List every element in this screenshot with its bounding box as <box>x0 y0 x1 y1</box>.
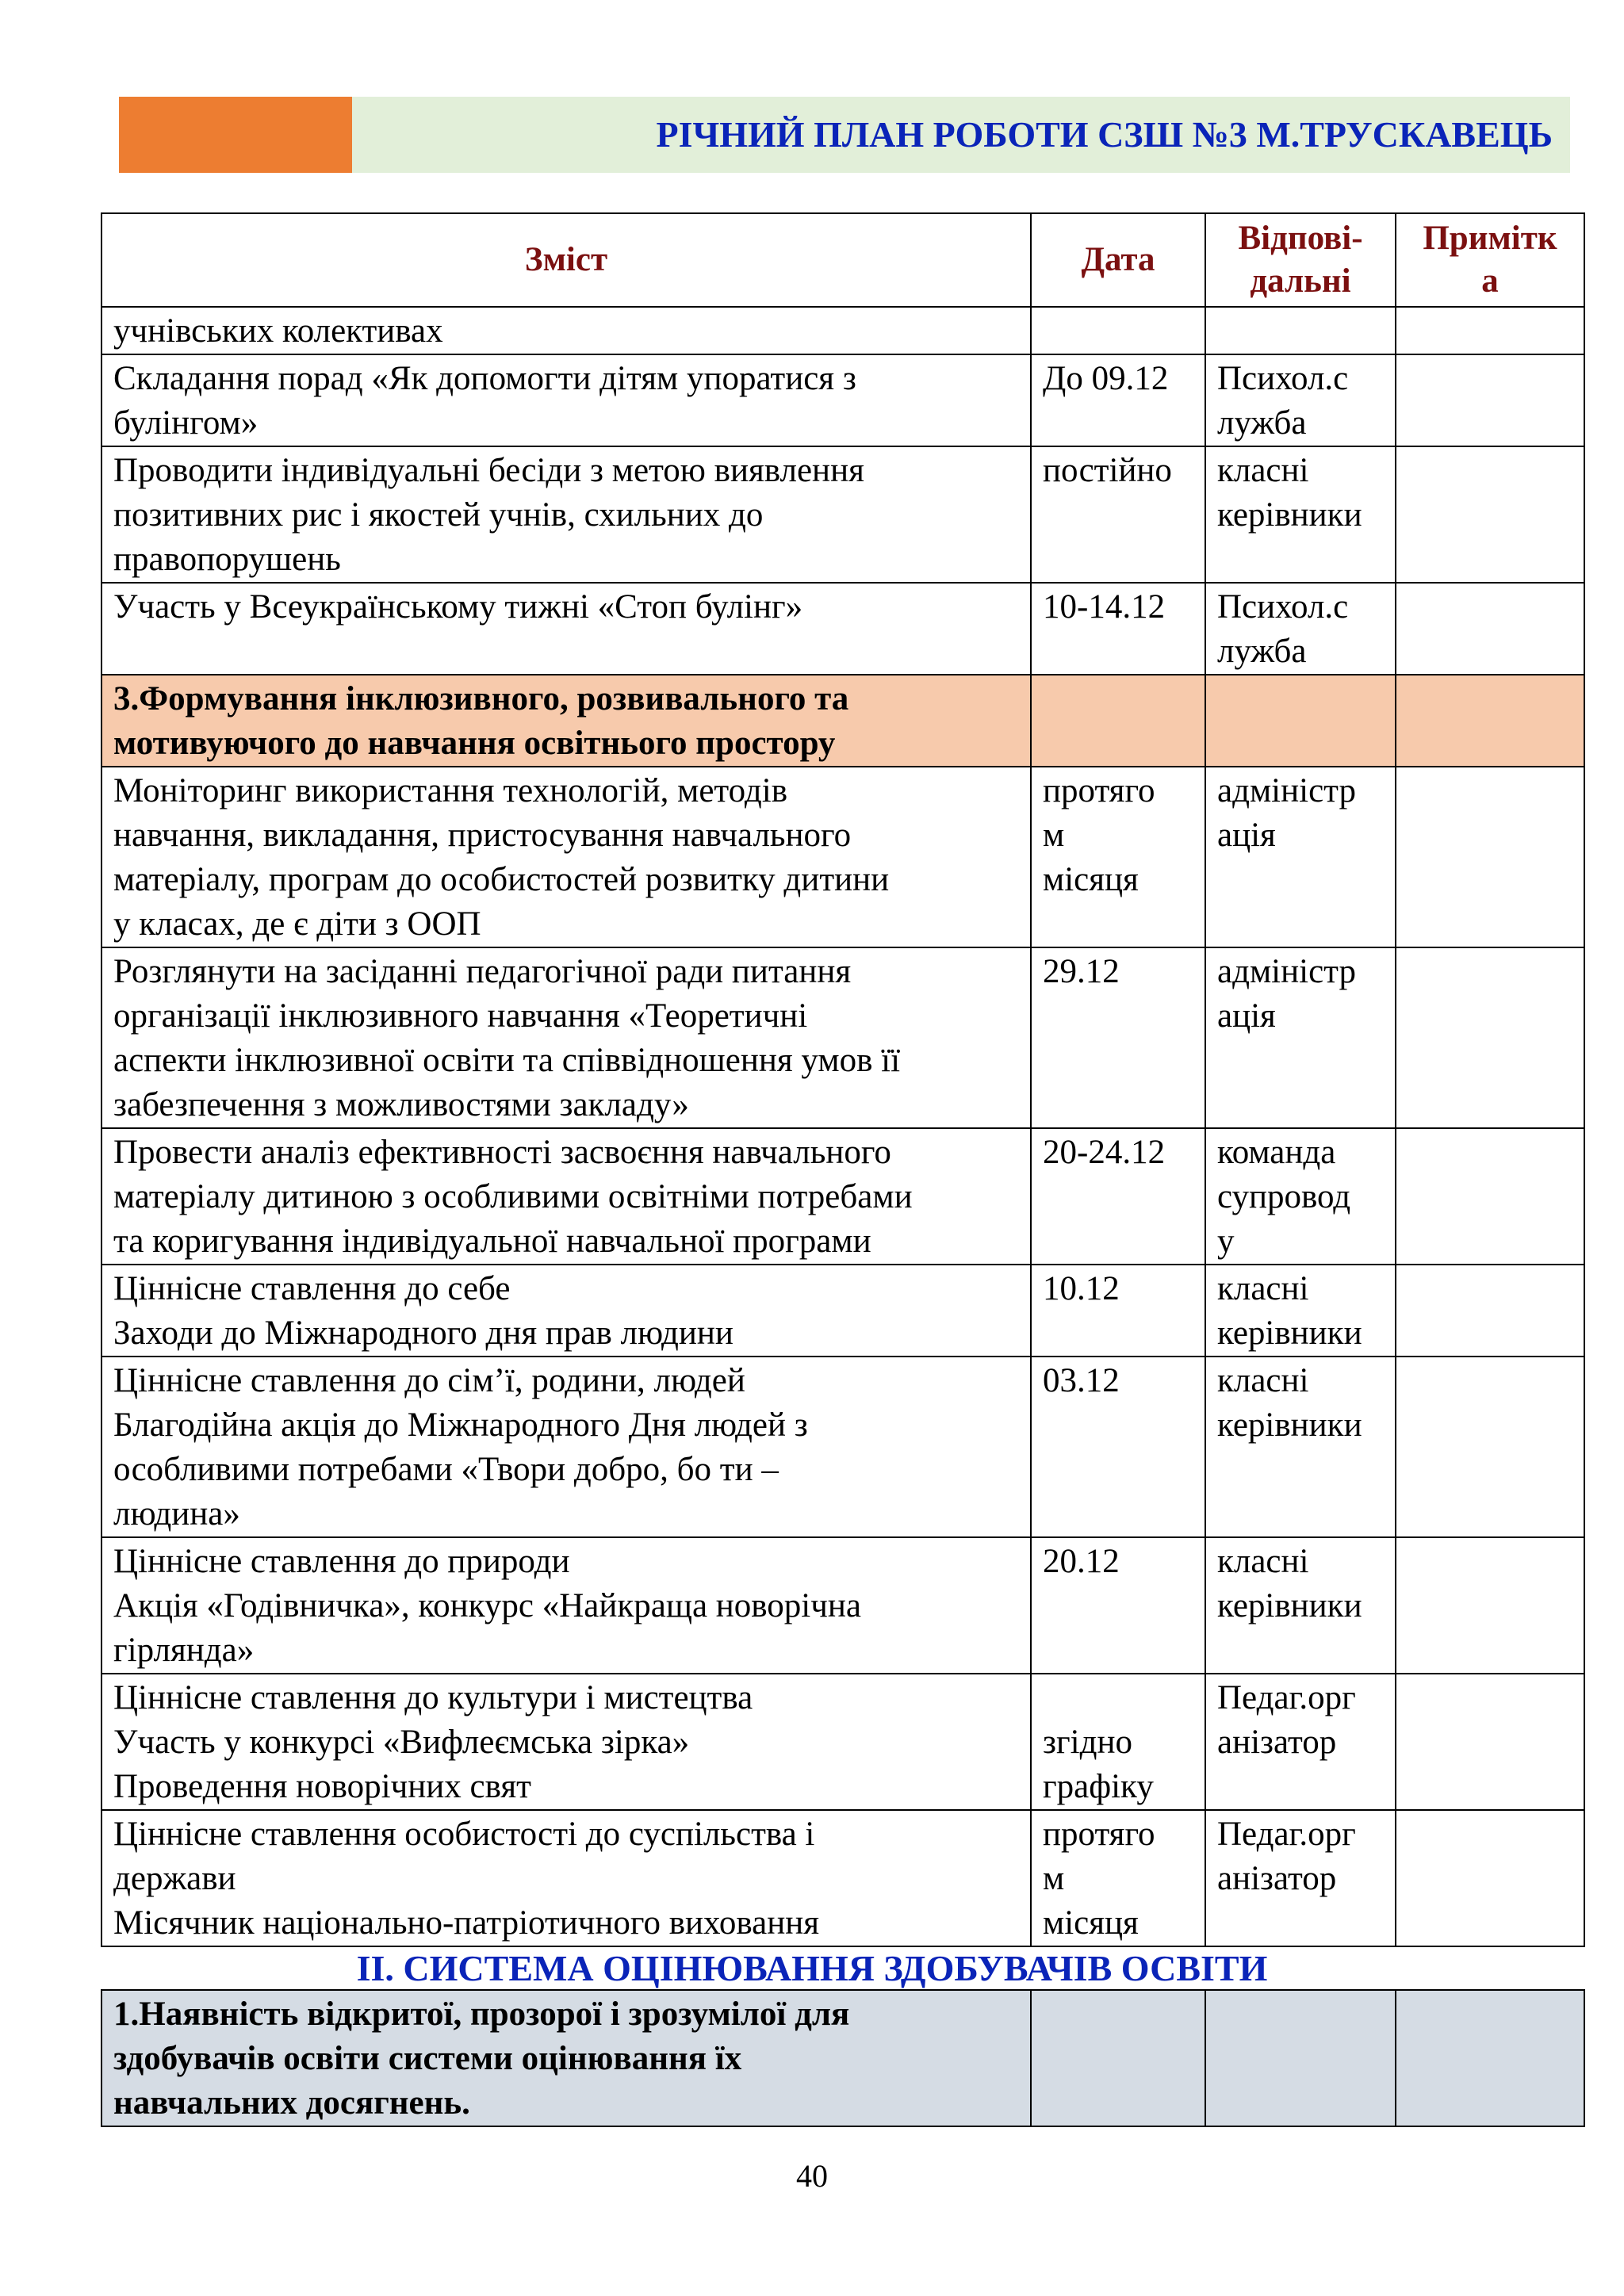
table-row <box>102 1537 1584 1674</box>
note-cell <box>1396 583 1584 675</box>
date-cell <box>1031 1990 1205 2126</box>
responsible-cell <box>1205 675 1396 767</box>
responsible-cell: Психол.с лужба <box>1205 583 1396 675</box>
note-cell <box>1396 675 1584 767</box>
responsible-cell: Педаг.орг анізатор <box>1205 1674 1396 1810</box>
note-cell <box>1396 767 1584 947</box>
date-cell: До 09.12 <box>1031 354 1205 446</box>
table-row <box>102 1265 1584 1357</box>
date-cell: 20-24.12 <box>1031 1128 1205 1265</box>
date-cell: 20.12 <box>1031 1537 1205 1674</box>
date-cell: протяго м місяця <box>1031 1810 1205 1946</box>
note-cell <box>1396 1990 1584 2126</box>
responsible-cell: класні керівники <box>1205 1265 1396 1357</box>
responsible-cell: класні керівники <box>1205 446 1396 583</box>
responsible-cell <box>1205 307 1396 354</box>
note-cell <box>1396 354 1584 446</box>
table-row <box>102 446 1584 583</box>
date-cell: протяго м місяця <box>1031 767 1205 947</box>
note-cell <box>1396 1265 1584 1357</box>
header-accent-block <box>119 97 352 173</box>
responsible-cell: команда супровод у <box>1205 1128 1396 1265</box>
note-cell <box>1396 1537 1584 1674</box>
document-title: РІЧНИЙ ПЛАН РОБОТИ СЗШ №3 М.ТРУСКАВЕЦЬ <box>656 114 1553 155</box>
note-cell <box>1396 1674 1584 1810</box>
table-header-row <box>102 213 1584 307</box>
note-cell <box>1396 1128 1584 1265</box>
responsible-cell: Психол.с лужба <box>1205 354 1396 446</box>
section-heading-row <box>102 675 1584 767</box>
page-number: 40 <box>796 2158 828 2194</box>
responsible-cell: Педаг.орг анізатор <box>1205 1810 1396 1946</box>
content-cell: учнівських колективах <box>102 307 1031 354</box>
responsible-cell: класні керівники <box>1205 1357 1396 1537</box>
table-row <box>102 1674 1584 1810</box>
column-header-date: Дата <box>1031 213 1205 307</box>
note-cell <box>1396 1810 1584 1946</box>
table-row <box>102 1810 1584 1946</box>
table-row <box>102 767 1584 947</box>
content-cell: 3.Формування інклюзивного, розвивального та мотивуючого до навчання освітнього простору <box>102 675 1031 767</box>
section-heading-row <box>102 1990 1584 2126</box>
responsible-cell <box>1205 1990 1396 2126</box>
date-cell <box>1031 675 1205 767</box>
content-cell: Моніторинг використання технологій, методів навчання, викладання, пристосування навчального матеріалу, програм до особистостей розвитку дитини у класах, де є діти з ООП <box>102 767 1031 947</box>
content-cell: Проводити індивідуальні бесіди з метою виявлення позитивних рис і якостей учнів, схильних до правопорушень <box>102 446 1031 583</box>
section-heading-cell: 1.Наявність відкритої, прозорої і зрозумілої для здобувачів освіти системи оцінювання їх навчальних досягнень. <box>102 1990 1031 2126</box>
table-row <box>102 1357 1584 1537</box>
note-cell <box>1396 446 1584 583</box>
table-row <box>102 307 1584 354</box>
section-2-table <box>101 1989 1585 2127</box>
content-cell: Провести аналіз ефективності засвоєння навчального матеріалу дитиною з особливими освітніми потребами та коригування індивідуальної навчальної програми <box>102 1128 1031 1265</box>
note-cell <box>1396 307 1584 354</box>
responsible-cell: класні керівники <box>1205 1537 1396 1674</box>
plan-table <box>101 212 1585 1947</box>
table-row <box>102 947 1584 1128</box>
content-cell: Розглянути на засіданні педагогічної ради питання організації інклюзивного навчання «Теоретичні аспекти інклюзивної освіти та співвідношення умов її забезпечення з можливостями закладу» <box>102 947 1031 1128</box>
content-cell: Ціннісне ставлення особистості до суспільства і держави Місячник національно-патріотичного виховання <box>102 1810 1031 1946</box>
column-header-content: Зміст <box>102 213 1031 307</box>
responsible-cell: адміністр ація <box>1205 947 1396 1128</box>
date-cell: 03.12 <box>1031 1357 1205 1537</box>
date-cell: згідно графіку <box>1031 1674 1205 1810</box>
date-cell: постійно <box>1031 446 1205 583</box>
column-header-responsible: Відпові- дальні <box>1205 213 1396 307</box>
date-cell: 10.12 <box>1031 1265 1205 1357</box>
table-row <box>102 583 1584 675</box>
responsible-cell: адміністр ація <box>1205 767 1396 947</box>
content-cell: Ціннісне ставлення до культури і мистецтва Участь у конкурсі «Вифлеємська зірка» Проведення новорічних свят <box>102 1674 1031 1810</box>
section-2-title: ІІ. СИСТЕМА ОЦІНЮВАННЯ ЗДОБУВАЧІВ ОСВІТИ <box>356 1948 1268 1988</box>
date-cell: 10-14.12 <box>1031 583 1205 675</box>
table-row <box>102 1128 1584 1265</box>
date-cell: 29.12 <box>1031 947 1205 1128</box>
content-cell: Участь у Всеукраїнському тижні «Стоп булінг» <box>102 583 1031 675</box>
note-cell <box>1396 1357 1584 1537</box>
content-cell: Ціннісне ставлення до сім’ї, родини, людей Благодійна акція до Міжнародного Дня людей з особливими потребами «Твори добро, бо ти – людина» <box>102 1357 1031 1537</box>
content-cell: Ціннісне ставлення до природи Акція «Годівничка», конкурс «Найкраща новорічна гірлянда» <box>102 1537 1031 1674</box>
table-row <box>102 354 1584 446</box>
note-cell <box>1396 947 1584 1128</box>
date-cell <box>1031 307 1205 354</box>
content-cell: Складання порад «Як допомогти дітям упоратися з булінгом» <box>102 354 1031 446</box>
content-cell: Ціннісне ставлення до себе Заходи до Міжнародного дня прав людини <box>102 1265 1031 1357</box>
column-header-note: Примітк а <box>1396 213 1584 307</box>
